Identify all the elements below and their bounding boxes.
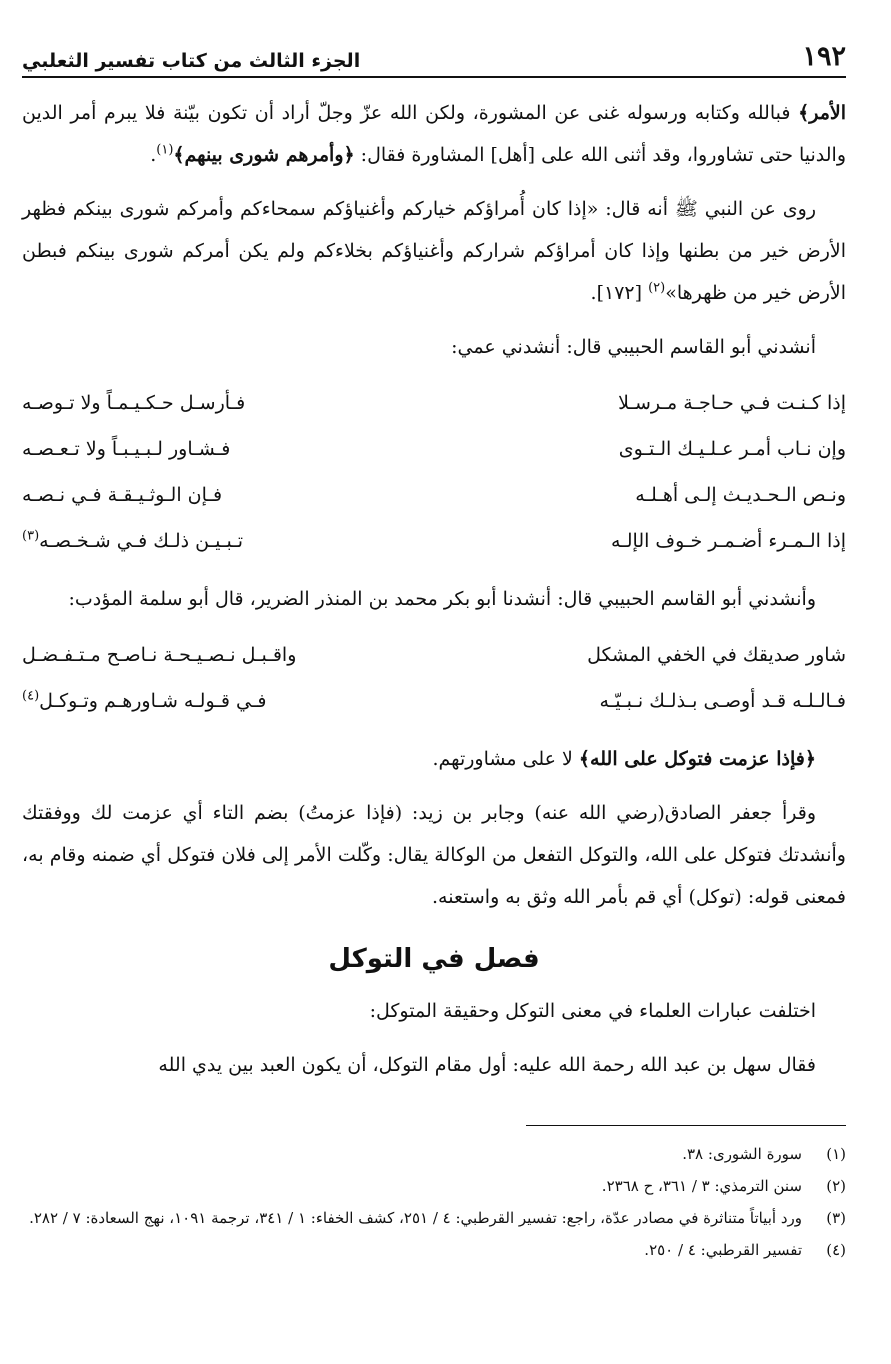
header-rule bbox=[22, 76, 846, 78]
page-header bbox=[22, 32, 846, 72]
running-title: الجزء الثالث من كتاب تفسير الثعلبي bbox=[22, 50, 361, 72]
paragraph-1 bbox=[22, 92, 846, 176]
footnote-ref-4[interactable]: (٤) bbox=[22, 688, 40, 704]
footnote bbox=[22, 1172, 846, 1201]
verse-first-hemistich: إذا كـنـت فـي حـاجـة مـرسـلا bbox=[618, 392, 846, 414]
footnote-number: (٣) bbox=[826, 1209, 846, 1227]
poem-2 bbox=[22, 632, 846, 724]
quran-term: الأمر﴾ bbox=[798, 102, 846, 124]
hadith-text: روى عن النبي ﷺ أنه قال: «إذا كان أُمراؤكم خياركم وأغنياؤكم سمحاءكم وأمركم شورى بينكم فظهر الأرض خير من بطنها وإذا كان أمراؤكم شراركم وأغنياؤكم بخلاءكم ولم يكن أمركم شورى بينكم فبطن الأرض خير من ظهرها» bbox=[22, 198, 846, 304]
footnote bbox=[22, 1236, 846, 1265]
footnote bbox=[22, 1204, 846, 1233]
page-number: ١٩٢ bbox=[802, 41, 846, 72]
paragraph-6: وقرأ جعفر الصادق(رضي الله عنه) وجابر بن زيد: (فإذا عزمتُ) بضم التاء أي عزمت لك ووفقتك وأنشدتك فتوكل على الله، والتوكل التفعل من الوكالة يقال: وكّلت الأمر إلى فلان فتوكل أي ضمنه وقام به، فمعنى قوله: (توكل) أي قم بأمر الله وثق به واستعنه. bbox=[22, 802, 846, 908]
paragraph-7: اختلفت عبارات العلماء في معنى التوكل وحقيقة المتوكل: bbox=[369, 1000, 816, 1022]
footnote-rule bbox=[526, 1125, 846, 1126]
footnote-number: (٤) bbox=[826, 1241, 846, 1259]
hemistich-text: فـي قـولـه شـاورهـم وتـوكـل bbox=[39, 690, 267, 712]
section-heading: فصل في التوكل bbox=[328, 944, 540, 974]
verse-second-hemistich: واقـبـل نـصـيـحـة نـاصـح مـتـفـضـل bbox=[22, 644, 297, 666]
paragraph-5 bbox=[22, 738, 846, 780]
verse-second-hemistich: فـإن الـوثـيـقـة فـي نـصـه bbox=[22, 484, 223, 506]
verse-second-hemistich bbox=[22, 520, 401, 562]
footnote bbox=[22, 1140, 846, 1169]
footnote-text: سنن الترمذي: ٣ / ٣٦١، ح ٢٣٦٨. bbox=[601, 1177, 802, 1195]
verse-first-hemistich: شاور صديقك في الخفي المشكل bbox=[587, 644, 846, 666]
hemistich-text: تـبـيـن ذلـك فـي شـخـصـه bbox=[39, 530, 244, 552]
footnote-text: سورة الشورى: ٣٨. bbox=[682, 1145, 802, 1163]
verse-first-hemistich: إذا الـمـرء أضـمـر خـوف الإلـه bbox=[610, 530, 846, 552]
paragraph-tail: [١٧٢]. bbox=[590, 282, 649, 304]
verse bbox=[22, 380, 846, 426]
verse bbox=[22, 632, 846, 678]
verse-second-hemistich bbox=[22, 680, 401, 722]
footnote-ref-2[interactable]: (٢) bbox=[648, 280, 666, 296]
paragraph-8: فقال سهل بن عبد الله رحمة الله عليه: أول مقام التوكل، أن يكون العبد بين يدي الله bbox=[158, 1054, 816, 1076]
verse-second-hemistich: فـأرسـل حـكـيـمـاً ولا تـوصـه bbox=[22, 392, 246, 414]
quran-quote: ﴿فإذا عزمت فتوكل على الله﴾ bbox=[578, 748, 816, 770]
verse bbox=[22, 518, 846, 564]
verse bbox=[22, 678, 846, 724]
poem-1 bbox=[22, 380, 846, 564]
footnote-ref-1[interactable]: (١) bbox=[156, 142, 174, 158]
verse-second-hemistich: فـشـاور لـبـيـبـاً ولا تـعـصـه bbox=[22, 438, 231, 460]
quran-quote: ﴿وأمرهم شورى بينهم﴾ bbox=[173, 144, 355, 166]
paragraph-2 bbox=[22, 188, 846, 314]
footnote-ref-3[interactable]: (٣) bbox=[22, 528, 40, 544]
verse-first-hemistich: وإن نـاب أمـر عـلـيـك الـتـوى bbox=[618, 438, 846, 460]
paragraph-text: فبالله وكتابه ورسوله غنى عن المشورة، ولكن الله عزّ وجلّ أراد أن تكون بيّنة فلا يبرم أمر الدين والدنيا حتى تشاوروا، وقد أثنى الله على [أهل] المشاورة فقال: bbox=[22, 102, 846, 166]
footnotes bbox=[22, 1140, 846, 1268]
paragraph-3: أنشدني أبو القاسم الحبيبي قال: أنشدني عمي: bbox=[451, 336, 816, 358]
footnote-text: ورد أبياتاً متناثرة في مصادر عدّة، راجع: تفسير القرطبي: ٤ / ٢٥١، كشف الخفاء: ١ / ٣٤١، ترجمة ١٠٩١، نهج السعادة: ٧ / ٢٨٢. bbox=[29, 1209, 802, 1227]
paragraph-text: لا على مشاورتهم. bbox=[432, 748, 579, 770]
paragraph-4: وأنشدني أبو القاسم الحبيبي قال: أنشدنا أبو بكر محمد بن المنذر الضرير، قال أبو سلمة المؤدب: bbox=[68, 588, 816, 610]
footnote-text: تفسير القرطبي: ٤ / ٢٥٠. bbox=[644, 1241, 802, 1259]
paragraph-tail: . bbox=[150, 144, 157, 166]
main-text bbox=[22, 92, 846, 1098]
verse-first-hemistich: فـالـلـه قـد أوصـى بـذلـك نـبـيّـه bbox=[599, 690, 846, 712]
verse bbox=[22, 472, 846, 518]
verse-first-hemistich: ونـص الـحـديـث إلـى أهـلـه bbox=[635, 484, 846, 506]
verse bbox=[22, 426, 846, 472]
footnote-number: (١) bbox=[826, 1145, 846, 1163]
footnote-number: (٢) bbox=[826, 1177, 846, 1195]
